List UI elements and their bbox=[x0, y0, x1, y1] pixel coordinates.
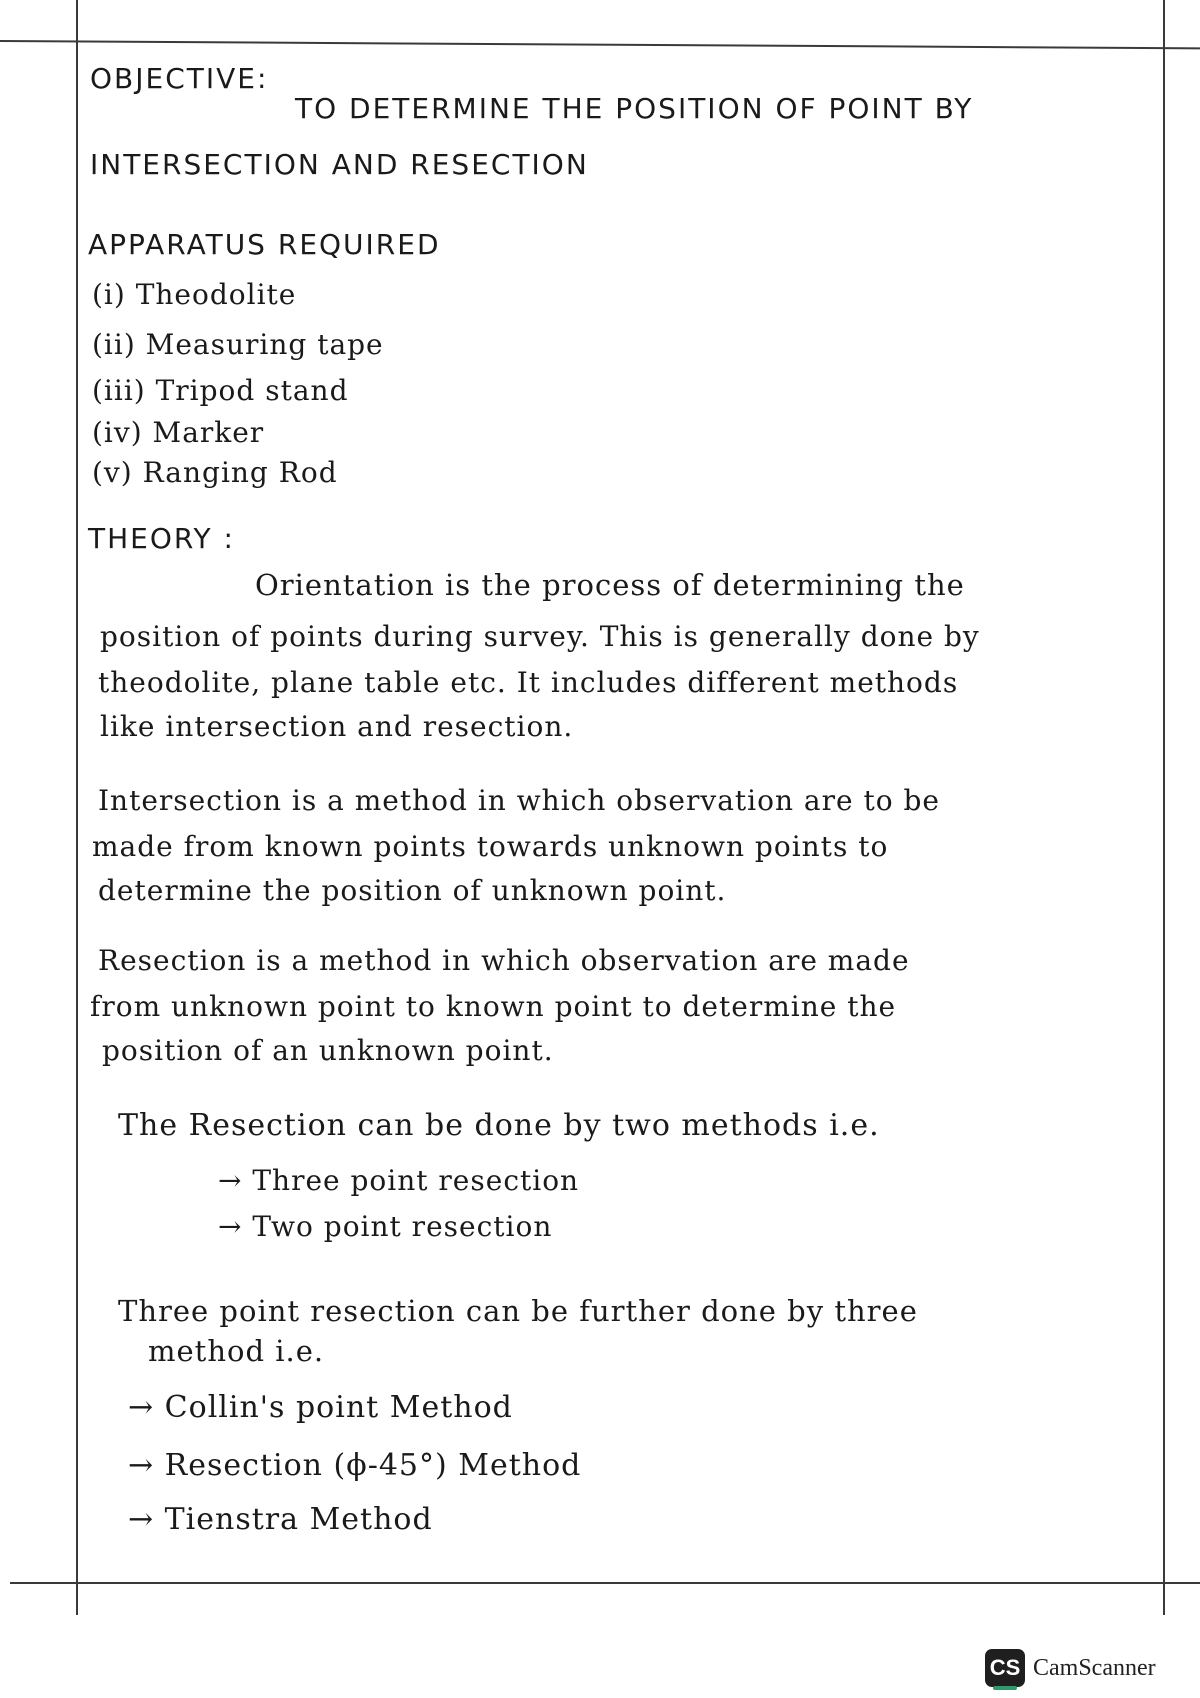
theory-para3-line1: Resection is a method in which observation are made bbox=[98, 944, 910, 977]
apparatus-item-1: (i) Theodolite bbox=[92, 278, 297, 311]
theory-para3-line3: position of an unknown point. bbox=[102, 1034, 554, 1067]
three-point-method-2: → Resection (ϕ-45°) Method bbox=[128, 1448, 582, 1483]
apparatus-heading: APPARATUS REQUIRED bbox=[88, 228, 441, 261]
theory-heading: THEORY : bbox=[88, 522, 235, 555]
resection-method-2: → Two point resection bbox=[218, 1210, 553, 1243]
apparatus-item-5: (v) Ranging Rod bbox=[92, 456, 338, 489]
theory-para1-line3: theodolite, plane table etc. It includes different methods bbox=[98, 666, 959, 699]
apparatus-item-2: (ii) Measuring tape bbox=[92, 328, 384, 361]
theory-para2-line3: determine the position of unknown point. bbox=[98, 874, 727, 907]
three-point-intro-line2: method i.e. bbox=[148, 1334, 325, 1368]
apparatus-item-3: (iii) Tripod stand bbox=[92, 374, 349, 407]
objective-line-1: TO DETERMINE THE POSITION OF POINT BY bbox=[295, 92, 974, 125]
theory-para1-line4: like intersection and resection. bbox=[100, 710, 574, 743]
theory-para1-line2: position of points during survey. This is generally done by bbox=[100, 620, 980, 653]
right-margin-line bbox=[1163, 0, 1165, 1615]
resection-method-1: → Three point resection bbox=[218, 1164, 580, 1197]
left-margin-line bbox=[76, 0, 78, 1615]
resection-methods-intro: The Resection can be done by two methods i.e. bbox=[118, 1108, 880, 1143]
three-point-method-1: → Collin's point Method bbox=[128, 1390, 513, 1425]
theory-para2-line2: made from known points towards unknown points to bbox=[92, 830, 889, 863]
bottom-margin-line bbox=[10, 1582, 1200, 1584]
objective-label: OBJECTIVE: bbox=[90, 62, 269, 95]
theory-para1-line1: Orientation is the process of determining the bbox=[255, 568, 965, 602]
apparatus-item-4: (iv) Marker bbox=[92, 416, 265, 449]
camscanner-logo-icon: CS bbox=[985, 1649, 1025, 1687]
theory-para3-line2: from unknown point to known point to determine the bbox=[90, 990, 897, 1023]
camscanner-text: CamScanner bbox=[1033, 1654, 1156, 1681]
camscanner-watermark bbox=[985, 1648, 1156, 1688]
theory-para2-line1: Intersection is a method in which observation are to be bbox=[98, 784, 940, 817]
objective-line-2: INTERSECTION AND RESECTION bbox=[90, 148, 589, 181]
three-point-method-3: → Tienstra Method bbox=[128, 1502, 433, 1537]
top-margin-line bbox=[0, 40, 1200, 49]
three-point-intro-line1: Three point resection can be further done by three bbox=[118, 1294, 918, 1328]
